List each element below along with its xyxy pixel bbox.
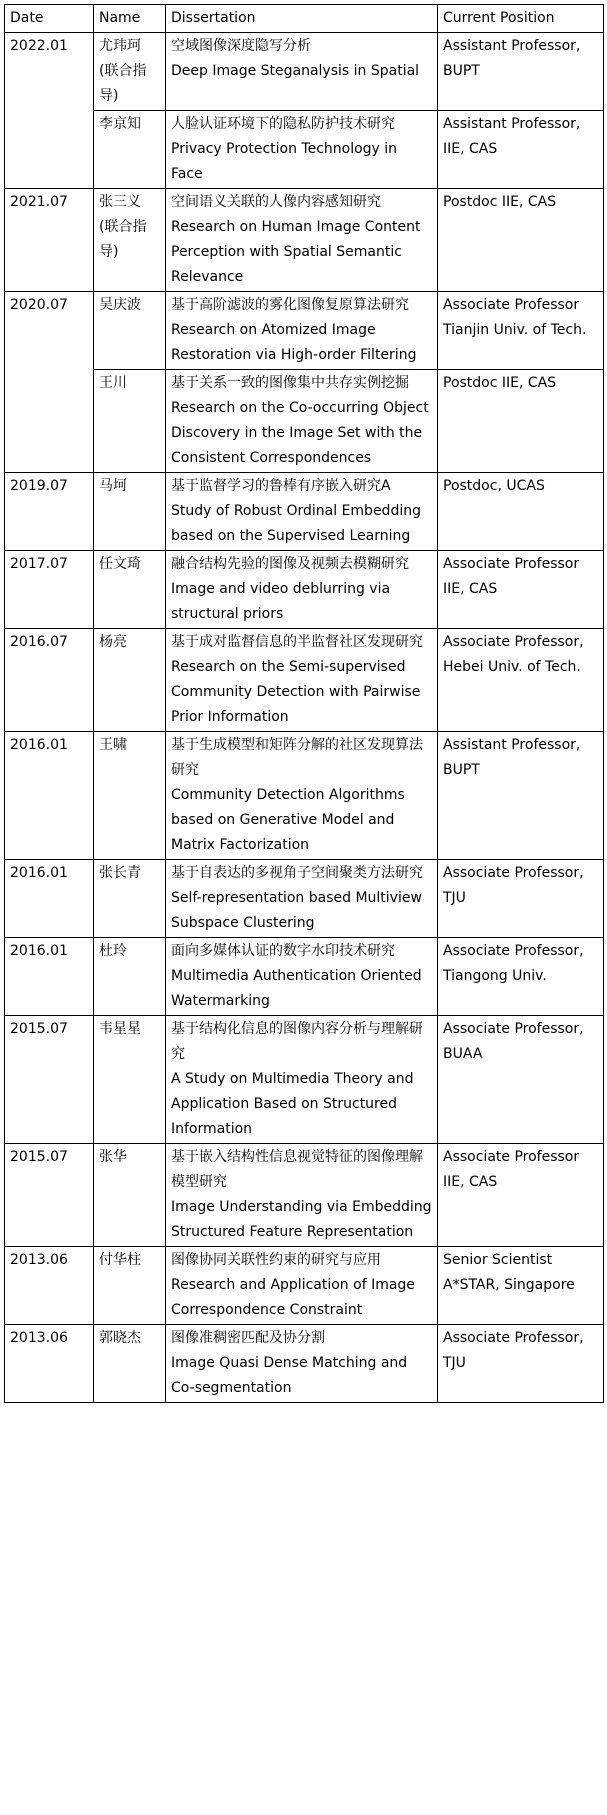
date-cell: 2022.01	[5, 33, 94, 189]
dissertation-english-title: Image Quasi Dense Matching and Co-segmentation	[171, 1355, 408, 1396]
dissertation-chinese-title: 基于关系一致的图像集中共存实例挖掘	[171, 375, 409, 391]
table-row	[5, 111, 604, 189]
date-cell: 2016.01	[5, 860, 94, 938]
position-cell: Assistant Professor, BUPT	[438, 33, 604, 111]
position-cell: Associate Professor, Tiangong Univ.	[438, 938, 604, 1016]
alumni-table-container	[4, 4, 603, 1403]
name-column-header: Name	[94, 5, 166, 33]
dissertation-chinese-title: 图像协同关联性约束的研究与应用	[171, 1252, 381, 1268]
date-cell: 2016.01	[5, 938, 94, 1016]
dissertation-english-title: Image and video deblurring via structural priors	[171, 581, 391, 622]
name-cell: 任文琦	[94, 551, 166, 629]
table-row	[5, 551, 604, 629]
dissertation-chinese-title: 基于监督学习的鲁棒有序嵌入研究	[171, 478, 381, 494]
position-cell: Associate Professor Tianjin Univ. of Tech.	[438, 292, 604, 370]
dissertation-english-title: A Study of Robust Ordinal Embedding based on the Supervised Learning	[171, 478, 421, 544]
dissertation-cell	[166, 938, 438, 1016]
position-cell: Associate Professor, BUAA	[438, 1016, 604, 1144]
table-row	[5, 938, 604, 1016]
table-row	[5, 732, 604, 860]
dissertation-chinese-title: 基于结构化信息的图像内容分析与理解研究	[171, 1021, 423, 1062]
dissertation-chinese-title: 面向多媒体认证的数字水印技术研究	[171, 943, 395, 959]
name-cell: 杜玲	[94, 938, 166, 1016]
dissertation-english-title: Research on Atomized Image Restoration via High-order Filtering	[171, 322, 417, 363]
dissertation-cell	[166, 292, 438, 370]
name-cell: 张长青	[94, 860, 166, 938]
alumni-table	[4, 4, 604, 1403]
name-cell: 张三义(联合指导)	[94, 189, 166, 292]
dissertation-cell	[166, 370, 438, 473]
position-cell: Associate Professor, TJU	[438, 1325, 604, 1403]
date-cell: 2015.07	[5, 1144, 94, 1247]
table-row	[5, 1247, 604, 1325]
dissertation-column-header: Dissertation	[166, 5, 438, 33]
name-cell: 尤玮珂(联合指导)	[94, 33, 166, 111]
dissertation-english-title: Research on the Semi-supervised Community Detection with Pairwise Prior Information	[171, 659, 421, 725]
dissertation-cell	[166, 732, 438, 860]
name-cell: 张华	[94, 1144, 166, 1247]
dissertation-english-title: Research on the Co-occurring Object Discovery in the Image Set with the Consistent Correspondences	[171, 400, 429, 466]
dissertation-english-title: Community Detection Algorithms based on Generative Model and Matrix Factorization	[171, 787, 405, 853]
date-cell: 2016.07	[5, 629, 94, 732]
date-cell: 2013.06	[5, 1325, 94, 1403]
dissertation-chinese-title: 基于高阶滤波的雾化图像复原算法研究	[171, 297, 409, 313]
date-cell: 2017.07	[5, 551, 94, 629]
position-column-header: Current Position	[438, 5, 604, 33]
name-cell: 王啸	[94, 732, 166, 860]
dissertation-english-title: Image Understanding via Embedding Structured Feature Representation	[171, 1199, 432, 1240]
dissertation-chinese-title: 图像准稠密匹配及协分割	[171, 1330, 325, 1346]
name-cell: 王川	[94, 370, 166, 473]
name-cell: 马坷	[94, 473, 166, 551]
date-cell: 2020.07	[5, 292, 94, 473]
name-cell: 韦星星	[94, 1016, 166, 1144]
position-cell: Senior Scientist A*STAR, Singapore	[438, 1247, 604, 1325]
position-cell: Postdoc, UCAS	[438, 473, 604, 551]
dissertation-english-title: Deep Image Steganalysis in Spatial	[171, 63, 420, 79]
dissertation-cell	[166, 551, 438, 629]
dissertation-cell	[166, 473, 438, 551]
dissertation-cell	[166, 860, 438, 938]
table-row	[5, 473, 604, 551]
dissertation-cell	[166, 1247, 438, 1325]
table-row	[5, 370, 604, 473]
position-cell: Associate Professor IIE, CAS	[438, 551, 604, 629]
position-cell: Associate Professor, Hebei Univ. of Tech.	[438, 629, 604, 732]
dissertation-cell	[166, 189, 438, 292]
date-cell: 2013.06	[5, 1247, 94, 1325]
dissertation-english-title: Research and Application of Image Correspondence Constraint	[171, 1277, 415, 1318]
date-cell: 2019.07	[5, 473, 94, 551]
dissertation-english-title: A Study on Multimedia Theory and Application Based on Structured Information	[171, 1071, 414, 1137]
dissertation-cell	[166, 1144, 438, 1247]
table-row	[5, 629, 604, 732]
dissertation-chinese-title: 空域图像深度隐写分析	[171, 38, 311, 54]
dissertation-chinese-title: 基于自表达的多视角子空间聚类方法研究	[171, 865, 423, 881]
table-row	[5, 860, 604, 938]
date-cell: 2021.07	[5, 189, 94, 292]
dissertation-english-title: Self-representation based Multiview Subspace Clustering	[171, 890, 422, 931]
dissertation-english-title: Multimedia Authentication Oriented Watermarking	[171, 968, 422, 1009]
table-row	[5, 292, 604, 370]
table-row	[5, 33, 604, 111]
dissertation-cell	[166, 629, 438, 732]
position-cell: Postdoc IIE, CAS	[438, 189, 604, 292]
dissertation-chinese-title: 融合结构先验的图像及视频去模糊研究	[171, 556, 409, 572]
name-cell: 付华柱	[94, 1247, 166, 1325]
table-header-row	[5, 5, 604, 33]
dissertation-cell	[166, 1325, 438, 1403]
date-column-header: Date	[5, 5, 94, 33]
dissertation-chinese-title: 人脸认证环境下的隐私防护技术研究	[171, 116, 395, 132]
dissertation-chinese-title: 基于成对监督信息的半监督社区发现研究	[171, 634, 423, 650]
name-cell: 杨亮	[94, 629, 166, 732]
table-row	[5, 189, 604, 292]
table-row	[5, 1016, 604, 1144]
dissertation-cell	[166, 1016, 438, 1144]
dissertation-chinese-title: 基于生成模型和矩阵分解的社区发现算法研究	[171, 737, 423, 778]
dissertation-cell	[166, 111, 438, 189]
date-cell: 2016.01	[5, 732, 94, 860]
dissertation-cell	[166, 33, 438, 111]
dissertation-english-title: Privacy Protection Technology in Face	[171, 141, 398, 182]
dissertation-chinese-title: 基于嵌入结构性信息视觉特征的图像理解模型研究	[171, 1149, 423, 1190]
position-cell: Assistant Professor, IIE, CAS	[438, 111, 604, 189]
dissertation-chinese-title: 空间语义关联的人像内容感知研究	[171, 194, 381, 210]
dissertation-english-title: Research on Human Image Content Perception with Spatial Semantic Relevance	[171, 219, 421, 285]
table-row	[5, 1144, 604, 1247]
name-cell: 李京知	[94, 111, 166, 189]
date-cell: 2015.07	[5, 1016, 94, 1144]
table-row	[5, 1325, 604, 1403]
name-cell: 吴庆波	[94, 292, 166, 370]
position-cell: Associate Professor, TJU	[438, 860, 604, 938]
position-cell: Postdoc IIE, CAS	[438, 370, 604, 473]
position-cell: Assistant Professor, BUPT	[438, 732, 604, 860]
name-cell: 郭晓杰	[94, 1325, 166, 1403]
position-cell: Associate Professor IIE, CAS	[438, 1144, 604, 1247]
